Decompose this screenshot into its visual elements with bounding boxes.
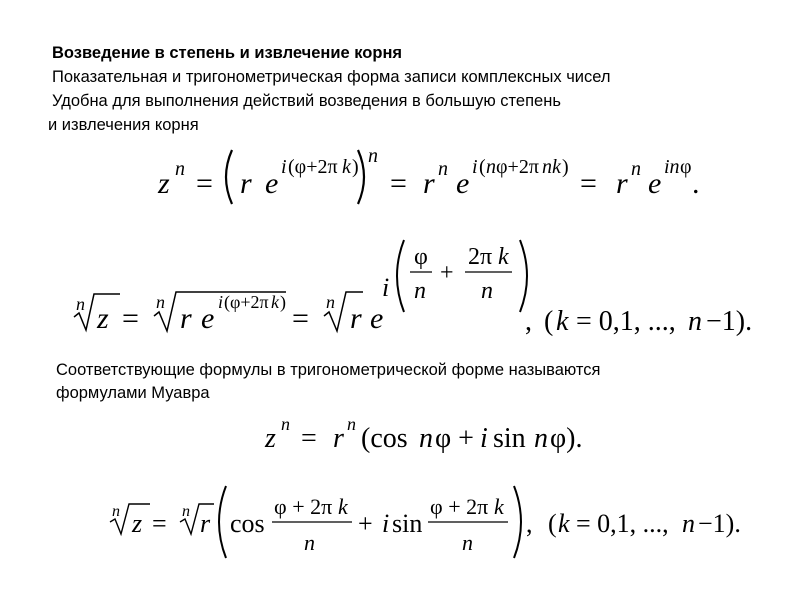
intro-line-1: Показательная и тригонометрическая форма записи комплексных чисел bbox=[52, 68, 611, 86]
svg-text:2π: 2π bbox=[468, 244, 493, 270]
svg-text:n: n bbox=[347, 414, 356, 434]
svg-text:=: = bbox=[122, 302, 139, 335]
svg-text:n: n bbox=[419, 423, 433, 454]
svg-text:i: i bbox=[218, 292, 224, 312]
svg-text:=: = bbox=[196, 167, 213, 200]
svg-text:n: n bbox=[304, 530, 315, 555]
svg-text:r: r bbox=[423, 167, 435, 200]
svg-text:k: k bbox=[271, 292, 279, 312]
svg-text:): ) bbox=[280, 292, 286, 312]
svg-text:z: z bbox=[265, 423, 276, 454]
svg-text:n: n bbox=[281, 414, 290, 434]
svg-text:r: r bbox=[180, 302, 192, 335]
svg-text:cos: cos bbox=[230, 509, 265, 538]
svg-text:e: e bbox=[456, 167, 470, 200]
intro-line-2: Удобна для выполнения действий возведения в большую степень bbox=[52, 92, 561, 110]
svg-text:i: i bbox=[382, 509, 390, 538]
svg-text:φ+2π: φ+2π bbox=[496, 156, 539, 178]
svg-text:(φ+2π: (φ+2π bbox=[288, 156, 338, 178]
svg-text:.: . bbox=[692, 167, 700, 200]
svg-text:n: n bbox=[462, 530, 473, 555]
svg-text:φ +: φ + bbox=[435, 423, 474, 454]
svg-text:n: n bbox=[175, 158, 185, 180]
svg-text:z: z bbox=[97, 302, 109, 335]
svg-text:n: n bbox=[438, 158, 448, 180]
svg-text:n: n bbox=[326, 292, 335, 312]
slide-title: Возведение в степень и извлечение корня bbox=[52, 44, 403, 62]
formula-power-exponential bbox=[150, 140, 710, 210]
intro-line-3: и извлечения корня bbox=[48, 116, 199, 134]
svg-text:(: ( bbox=[544, 306, 554, 337]
moivre-line-1: Соответствующие формулы в тригонометрической форме называются bbox=[56, 361, 601, 379]
svg-text:nk: nk bbox=[542, 156, 561, 178]
svg-text:n: n bbox=[76, 294, 85, 314]
svg-text:n: n bbox=[682, 509, 695, 538]
formula-power-trig bbox=[255, 412, 615, 458]
svg-text:=: = bbox=[152, 509, 167, 538]
svg-text:in: in bbox=[664, 156, 680, 178]
svg-text:−1).: −1). bbox=[706, 306, 753, 337]
svg-text:r: r bbox=[333, 423, 344, 454]
svg-text:k: k bbox=[556, 306, 569, 337]
svg-text:n: n bbox=[631, 158, 641, 180]
svg-text:r: r bbox=[616, 167, 628, 200]
svg-text:,: , bbox=[525, 306, 532, 337]
svg-text:k: k bbox=[494, 494, 504, 519]
svg-text:= 0,1, ...,: = 0,1, ..., bbox=[576, 306, 676, 337]
svg-text:=: = bbox=[301, 423, 317, 454]
svg-text:φ: φ bbox=[414, 244, 428, 270]
svg-text:e: e bbox=[265, 167, 279, 200]
svg-text:sin: sin bbox=[392, 509, 423, 538]
svg-text:+: + bbox=[440, 260, 454, 286]
svg-text:n: n bbox=[182, 503, 190, 520]
svg-text:φ: φ bbox=[680, 156, 692, 178]
svg-text:n: n bbox=[534, 423, 548, 454]
moivre-line-2: формулами Муавра bbox=[56, 384, 210, 402]
svg-text:k: k bbox=[558, 509, 570, 538]
svg-text:): ) bbox=[352, 156, 359, 178]
svg-text:n: n bbox=[688, 306, 702, 337]
svg-text:k: k bbox=[342, 156, 351, 178]
svg-text:n: n bbox=[481, 278, 493, 304]
svg-text:r: r bbox=[350, 302, 362, 335]
svg-text:n: n bbox=[156, 292, 165, 312]
formula-root-trig bbox=[108, 482, 768, 562]
svg-text:i: i bbox=[382, 273, 390, 302]
svg-text:e: e bbox=[370, 302, 384, 335]
svg-text:= 0,1, ...,: = 0,1, ..., bbox=[576, 509, 669, 538]
svg-text:r: r bbox=[200, 509, 211, 538]
svg-text:i: i bbox=[281, 156, 287, 178]
svg-text:k: k bbox=[338, 494, 348, 519]
svg-text:): ) bbox=[562, 156, 569, 178]
svg-text:(: ( bbox=[548, 509, 557, 538]
svg-text:(cos: (cos bbox=[361, 423, 408, 454]
formula-root-exponential bbox=[70, 232, 790, 347]
svg-text:n: n bbox=[486, 156, 496, 178]
svg-text:n: n bbox=[414, 278, 426, 304]
svg-text:z: z bbox=[158, 167, 170, 200]
svg-text:n: n bbox=[112, 503, 120, 520]
svg-text:φ + 2π: φ + 2π bbox=[430, 494, 489, 519]
svg-text:(: ( bbox=[479, 156, 486, 178]
svg-text:φ + 2π: φ + 2π bbox=[274, 494, 333, 519]
svg-text:−1).: −1). bbox=[698, 509, 741, 538]
svg-text:,: , bbox=[526, 509, 533, 538]
svg-text:z: z bbox=[132, 509, 143, 538]
svg-text:e: e bbox=[648, 167, 662, 200]
svg-text:(φ+2π: (φ+2π bbox=[224, 292, 269, 312]
svg-text:r: r bbox=[240, 167, 252, 200]
svg-text:+: + bbox=[358, 509, 373, 538]
svg-text:φ).: φ). bbox=[550, 423, 583, 454]
svg-text:n: n bbox=[368, 145, 378, 167]
svg-text:=: = bbox=[390, 167, 407, 200]
svg-text:=: = bbox=[292, 302, 309, 335]
svg-text:e: e bbox=[201, 302, 215, 335]
svg-text:k: k bbox=[498, 244, 509, 270]
svg-text:sin: sin bbox=[493, 423, 526, 454]
svg-text:i: i bbox=[480, 423, 488, 454]
svg-text:=: = bbox=[580, 167, 597, 200]
svg-text:i: i bbox=[472, 156, 478, 178]
